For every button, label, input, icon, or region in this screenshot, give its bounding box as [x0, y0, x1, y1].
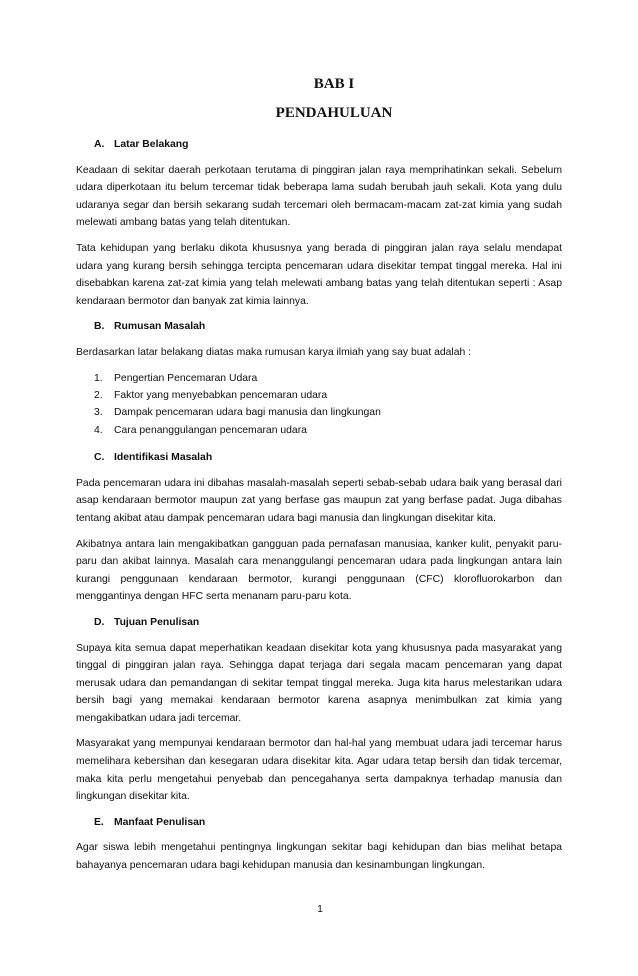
list-item-number: 2. — [94, 389, 103, 401]
section-heading-tujuan-penulisan — [94, 614, 562, 632]
list-item-text: Cara penanggulangan pencemaran udara — [114, 424, 307, 436]
paragraph: Akibatnya antara lain mengakibatkan gangguan pada pernafasan manusiaa, kanker kulit, penyakit paru-paru dan akibat lainnya. Masalah cara menanggulangi pencemaran udara pada lingkungan antara lain kurangi penggunaan kendaraan bermotor, kurangi penggunaan (CFC) klorofluorokarbon dan menggantinya dengan HFC serta menanam paru-paru kota. — [76, 538, 562, 603]
section-heading-latar-belakang — [94, 136, 562, 154]
section-label: D. — [94, 616, 105, 628]
paragraph: Berdasarkan latar belakang diatas maka rumusan karya ilmiah yang say buat adalah : — [76, 346, 472, 358]
section-title: Identifikasi Masalah — [114, 452, 213, 464]
paragraph: Pada pencemaran udara ini dibahas masalah-masalah seperti sebab-sebab udara baik yang berasal dari asap kendaraan bermotor maupun zat yang berfase gas maupun zat yang berfase padat. Juga dibahas tentang akibat atau dampak pencemaran udara bagi manusia dan lingkungan disekitar kita. — [76, 477, 562, 524]
paragraph: Agar siswa lebih mengetahui pentingnya lingkungan sekitar bagi kehidupan dan bias melihat betapa bahayanya pencemaran udara bagi kehidupan manusia dan kesinambungan lingkungan. — [76, 842, 562, 872]
problem-list — [76, 370, 562, 440]
paragraph: Tata kehidupan yang berlaku dikota khususnya yang berada di pinggiran jalan raya selalu mendapat udara yang kurang bersih sehingga tercipta pencemaran udara disekitar tempat tinggal mereka. Hal ini disebabkan karena zat-zat kimia yang telah melewati ambang batas yang telah ditentukan seperti : Asap kendaraan bermotor dan banyak zat kimia lainnya. — [76, 242, 562, 307]
section-title: Latar Belakang — [114, 139, 189, 150]
list-item — [94, 404, 562, 421]
list-item-text: Faktor yang menyebabkan pencemaran udara — [114, 389, 328, 401]
page-number: 1 — [317, 904, 323, 915]
list-item — [94, 370, 562, 387]
section-label: A. — [94, 139, 105, 150]
list-item-number: 3. — [94, 407, 103, 419]
list-item-text: Dampak pencemaran udara bagi manusia dan lingkungan — [114, 407, 381, 419]
chapter-number: BAB I — [313, 76, 355, 92]
section-label: E. — [94, 816, 104, 828]
list-item-text: Pengertian Pencemaran Udara — [114, 372, 258, 384]
section-heading-identifikasi-masalah — [94, 449, 562, 467]
document-body — [76, 136, 562, 883]
section-label: B. — [94, 321, 105, 333]
paragraph: Masyarakat yang mempunyai kendaraan bermotor dan hal-hal yang membuat udara jadi tercemar harus memelihara kebersihan dan kesegaran udara disekitar kita. Agar udara tetap bersih dan tidak tercemar, maka kita perlu mengetahui penyebab dan pencegahanya serta dampaknya terhadap manusia dan lingkungan disekitar kita. — [76, 738, 562, 803]
chapter-title: PENDAHULUAN — [275, 105, 393, 121]
section-title: Manfaat Penulisan — [114, 816, 206, 828]
section-heading-manfaat-penulisan — [94, 814, 562, 832]
list-item-number: 1. — [94, 372, 103, 384]
list-item — [94, 387, 562, 404]
list-item — [94, 422, 562, 439]
section-title: Tujuan Penulisan — [114, 616, 200, 628]
list-item-number: 4. — [94, 424, 103, 436]
section-label: C. — [94, 452, 105, 464]
section-heading-rumusan-masalah — [94, 318, 562, 336]
section-title: Rumusan Masalah — [114, 321, 206, 333]
paragraph: Supaya kita semua dapat meperhatikan keadaan disekitar kota yang khususnya pada masyarakat yang tinggal di pinggiran jalan raya. Sehingga dapat terjaga dari segala macam pencemaran yang dapat merusak udara dan pemandangan di sekitar tempat tinggal mereka. Juga kita harus melestarikan udara bersih bagi yang memakai kendaraan bermotor karena asapnya menimbulkan zat kimia yang mengakibatkan udara jadi tercemar. — [76, 642, 562, 724]
paragraph: Keadaan di sekitar daerah perkotaan terutama di pinggiran jalan raya memprihatinkan sekali. Sebelum udara diperkotaan itu belum tercemar tidak beberapa lama sudah berubah jauh sekali. Kota yang dulu udaranya segar dan bersih sekarang sudah tercemari oleh bermacam-macam zat-zat kimia yang sudah melewati ambang batas yang telah ditentukan. — [76, 164, 562, 229]
